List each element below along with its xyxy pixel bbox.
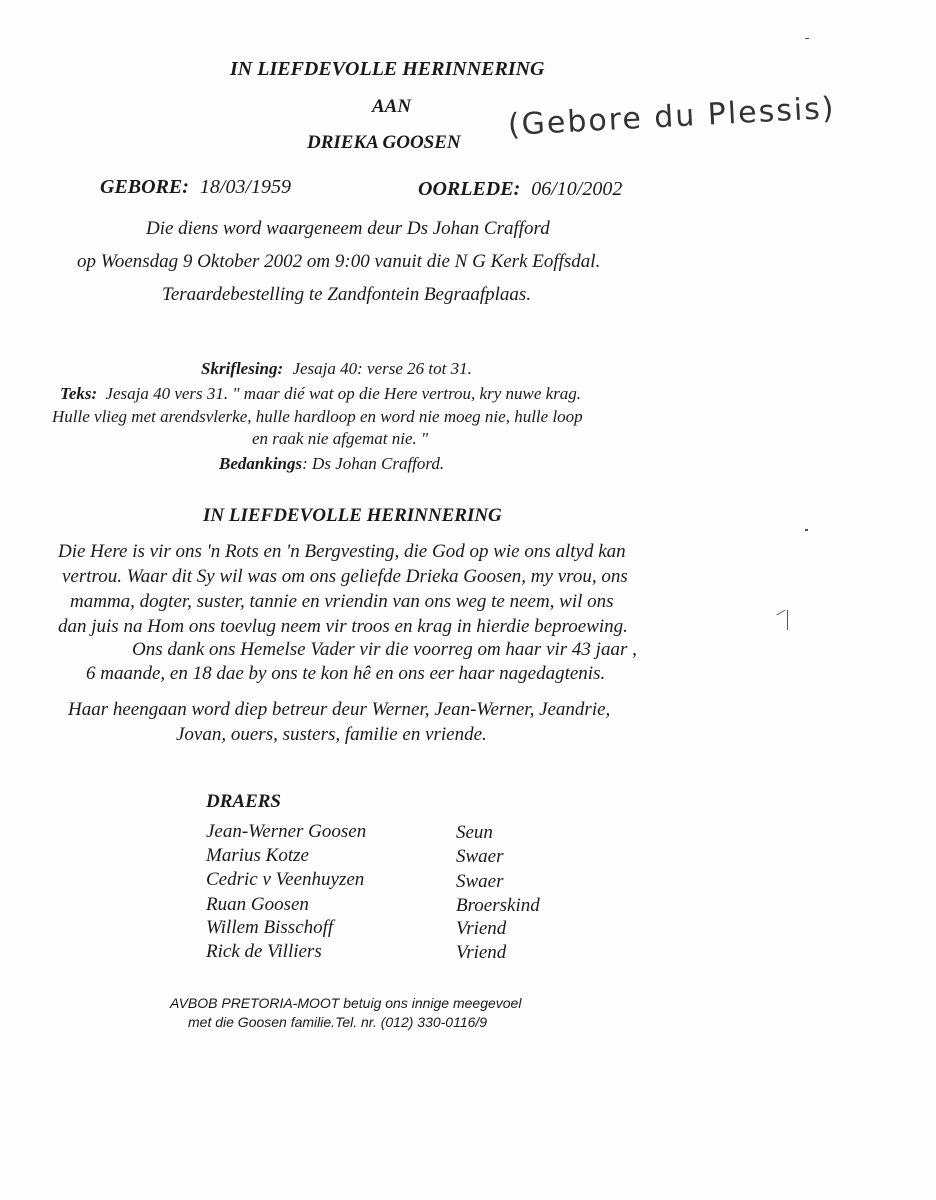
memorial-line-7: Haar heengaan word diep betreur deur Werner, Jean-Werner, Jeandrie, <box>68 699 611 720</box>
memorial-line-6: 6 maande, en 18 dae by ons te kon hê en ons eer haar nagedagtenis. <box>86 663 606 684</box>
memorial-line-3: mamma, dogter, suster, tannie en vriendin van ons weg te neem, wil ons <box>70 591 614 612</box>
memorial-title: IN LIEFDEVOLLE HERINNERING <box>203 505 502 526</box>
died-label: OORLEDE: <box>418 178 521 200</box>
bearer-name: Marius Kotze <box>206 845 309 866</box>
reading-label: Skriflesing: <box>201 359 284 378</box>
scripture-text-line-3: en raak nie afgemat nie. " <box>252 429 429 448</box>
scripture-text <box>60 384 581 404</box>
scripture-reading <box>201 359 472 379</box>
text-label: Teks: <box>60 384 98 403</box>
footer-line-1: AVBOB PRETORIA-MOOT betuig ons innige meegevoel <box>170 995 522 1011</box>
bearer-relation: Vriend <box>456 942 507 963</box>
footer-line-2: met die Goosen familie.Tel. nr. (012) 330-0116/9 <box>188 1014 488 1030</box>
scan-speck <box>805 38 809 39</box>
scan-mark <box>787 610 788 630</box>
died-row <box>418 178 622 201</box>
memorial-line-5: Ons dank ons Hemelse Vader vir die voorreg om haar vir 43 jaar , <box>132 639 637 660</box>
bearer-relation: Swaer <box>456 846 504 867</box>
bearer-name: Cedric v Veenhuyzen <box>206 869 365 890</box>
born-label: GEBORE: <box>100 176 189 198</box>
memorial-line-2: vertrou. Waar dit Sy wil was om ons geliefde Drieka Goosen, my vrou, ons <box>62 566 628 587</box>
bearers-title: DRAERS <box>206 791 281 812</box>
bearer-name: Rick de Villiers <box>206 941 322 962</box>
born-value: 18/03/1959 <box>199 176 292 198</box>
bearer-relation: Seun <box>456 822 493 843</box>
memorial-line-4: dan juis na Hom ons toevlug neem vir troos en krag in hierdie beproewing. <box>58 616 628 637</box>
bearer-name: Jean-Werner Goosen <box>206 821 367 842</box>
bearer-relation: Vriend <box>456 918 507 939</box>
scripture-text-line-2: Hulle vlieg met arendsvlerke, hulle hardloop en word nie moeg nie, hulle loop <box>52 407 583 426</box>
died-value: 06/10/2002 <box>531 178 623 200</box>
bearer-relation: Swaer <box>456 871 504 892</box>
memorial-line-8: Jovan, ouers, susters, familie en vriende. <box>176 724 487 745</box>
header-title: IN LIEFDEVOLLE HERINNERING <box>230 58 545 80</box>
thanks-value: : Ds Johan Crafford. <box>302 454 445 473</box>
service-line-3: Teraardebestelling te Zandfontein Begraafplaas. <box>162 284 532 305</box>
handwritten-note: (Gebore du Plessis) <box>507 90 837 143</box>
header-aan: AAN <box>372 96 412 117</box>
scan-speck <box>805 529 808 531</box>
reading-value: Jesaja 40: verse 26 tot 31. <box>292 359 472 378</box>
scan-mark <box>776 610 785 616</box>
bearer-name: Ruan Goosen <box>206 894 309 915</box>
memorial-line-1: Die Here is vir ons 'n Rots en 'n Bergvesting, die God op wie ons altyd kan <box>58 541 626 562</box>
text-value: Jesaja 40 vers 31. " maar dié wat op die Here vertrou, kry nuwe krag. <box>105 384 582 403</box>
bearer-name: Willem Bisschoff <box>206 917 334 938</box>
thanks-row <box>219 454 444 474</box>
thanks-label: Bedankings <box>219 454 303 473</box>
service-line-2: op Woensdag 9 Oktober 2002 om 9:00 vanuit die N G Kerk Eoffsdal. <box>77 251 601 272</box>
service-line-1: Die diens word waargeneem deur Ds Johan Crafford <box>146 218 550 239</box>
born-row <box>100 176 291 199</box>
deceased-name: DRIEKA GOOSEN <box>307 132 461 153</box>
bearer-relation: Broerskind <box>456 895 540 916</box>
